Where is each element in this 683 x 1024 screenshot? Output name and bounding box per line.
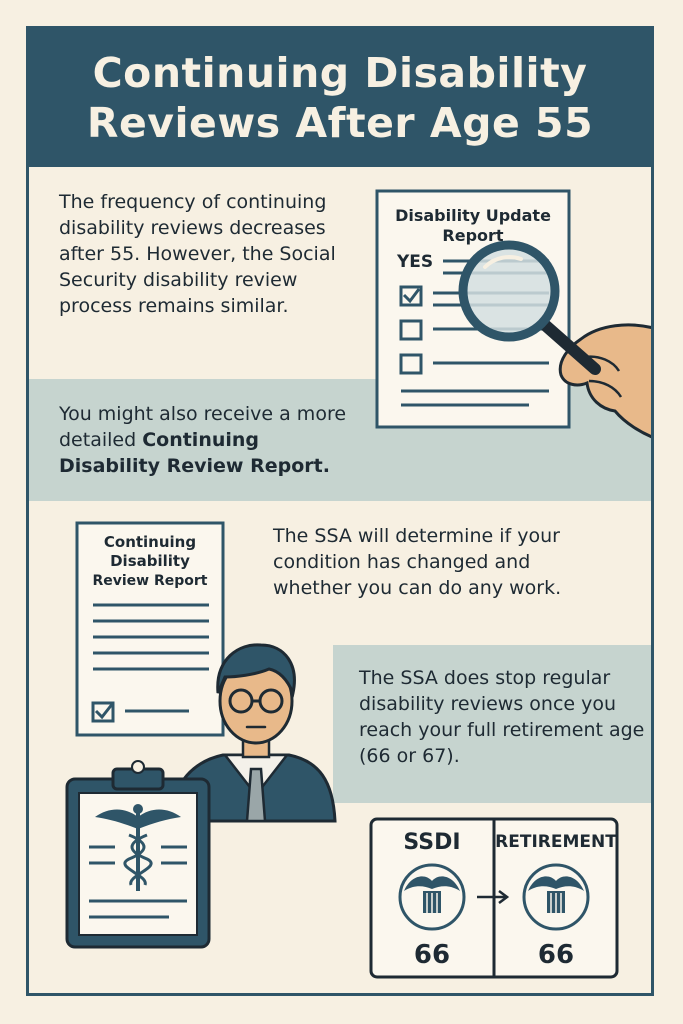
yes-label: YES: [397, 252, 434, 272]
ssdi-label: SSDI: [403, 830, 461, 855]
cdr-title-1: Continuing: [103, 533, 197, 551]
ssdi-age: 66: [413, 940, 451, 970]
stop-reviews-text: The SSA does stop regular disability reviews once you reach your full retirement age (66 or 67).: [359, 667, 645, 767]
ssa-seal-icon: [524, 865, 588, 929]
retirement-age: 66: [537, 940, 575, 970]
determine-text: The SSA will determine if your condition has changed and whether you can do any work.: [273, 525, 562, 599]
infographic-frame: [26, 26, 654, 996]
update-report-title-1: Disability Update: [395, 206, 551, 225]
cdr-title-3: Review Report: [92, 573, 208, 589]
cdr-title-2: Disability: [110, 552, 190, 570]
retirement-label: RETIREMENT: [495, 832, 617, 852]
illustrations: [29, 29, 654, 996]
medical-clipboard-icon: [67, 761, 209, 947]
ssa-seal-icon: [400, 865, 464, 929]
detailed-report-prefix: You might also receive a more detailed: [59, 403, 347, 451]
title-line-2: Reviews After Age 55: [86, 99, 594, 147]
detailed-report-bold: Continuing Disability Review Report.: [59, 429, 330, 477]
title-line-1: Continuing Disability: [92, 49, 588, 97]
cdr-report-document: [77, 523, 223, 735]
hand-icon: [560, 325, 654, 439]
update-report-title-2: Report: [442, 226, 504, 245]
ssdi-retirement-panel: [371, 819, 617, 977]
intro-text: The frequency of continuing disability reviews decreases after 55. However, the Social Security disability review process remains similar.: [59, 191, 336, 317]
